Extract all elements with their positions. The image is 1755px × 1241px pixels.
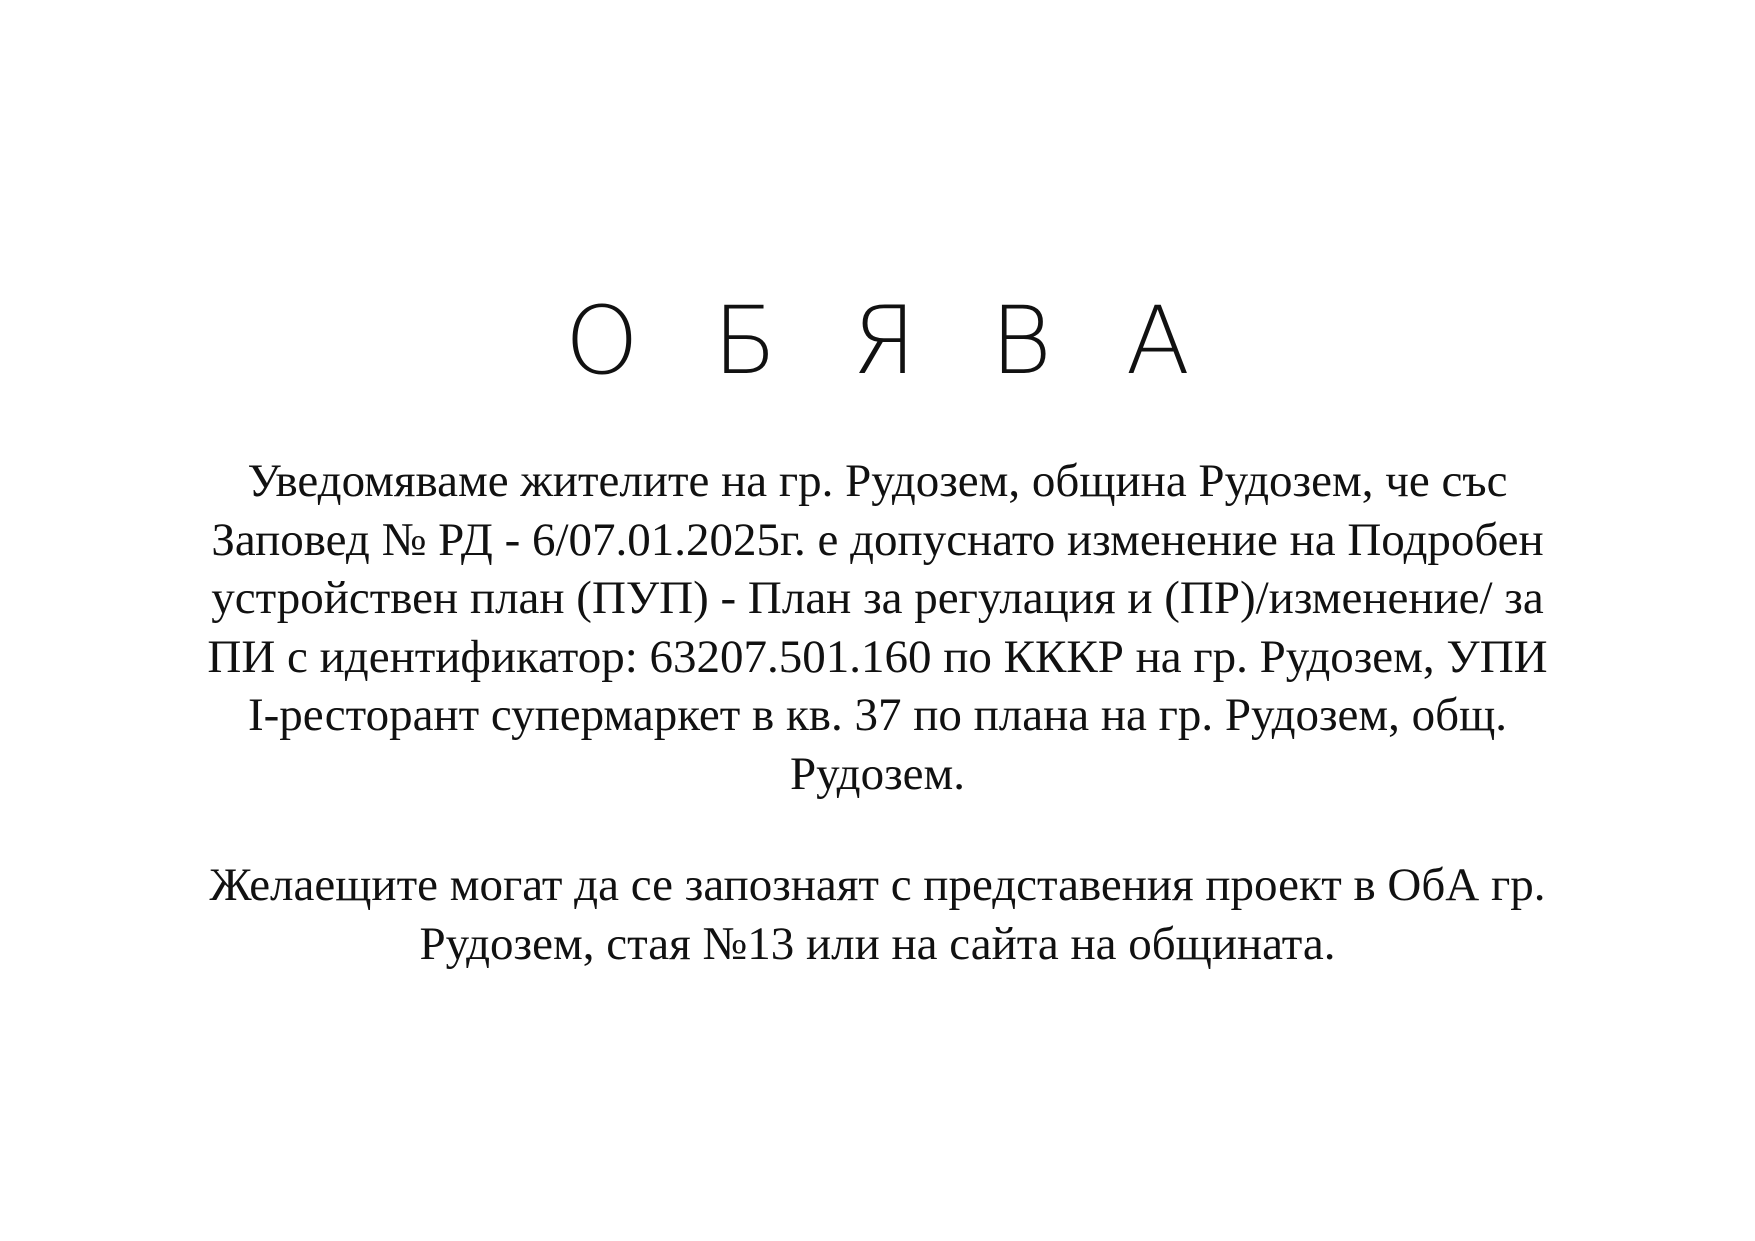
paragraph-line: устройствен план (ПУП) - План за регулация и (ПР)/изменение/ за xyxy=(211,572,1544,624)
notice-paragraph-info xyxy=(150,856,1605,973)
paragraph-line: Желаещите могат да се запознаят с представения проект в ОбА гр. xyxy=(209,859,1546,911)
paragraph-line: Рудозем. xyxy=(789,747,965,800)
notice-title: О Б Я В А xyxy=(564,287,1213,396)
paragraph-line: Заповед № РД - 6/07.01.2025г. е допуснато изменение на Подробен xyxy=(211,513,1544,566)
paragraph-line: Уведомяваме жителите на гр. Рудозем, община Рудозем, че със xyxy=(247,455,1508,507)
paragraph-line: ПИ с идентификатор: 63207.501.160 по КККР на гр. Рудозем, УПИ xyxy=(207,630,1548,683)
notice-paragraph-main xyxy=(150,452,1605,803)
paragraph-line: I-ресторант супермаркет в кв. 37 по плана на гр. Рудозем, общ. xyxy=(247,689,1508,741)
paragraph-line: Рудозем, стая №13 или на сайта на общината. xyxy=(419,917,1336,970)
